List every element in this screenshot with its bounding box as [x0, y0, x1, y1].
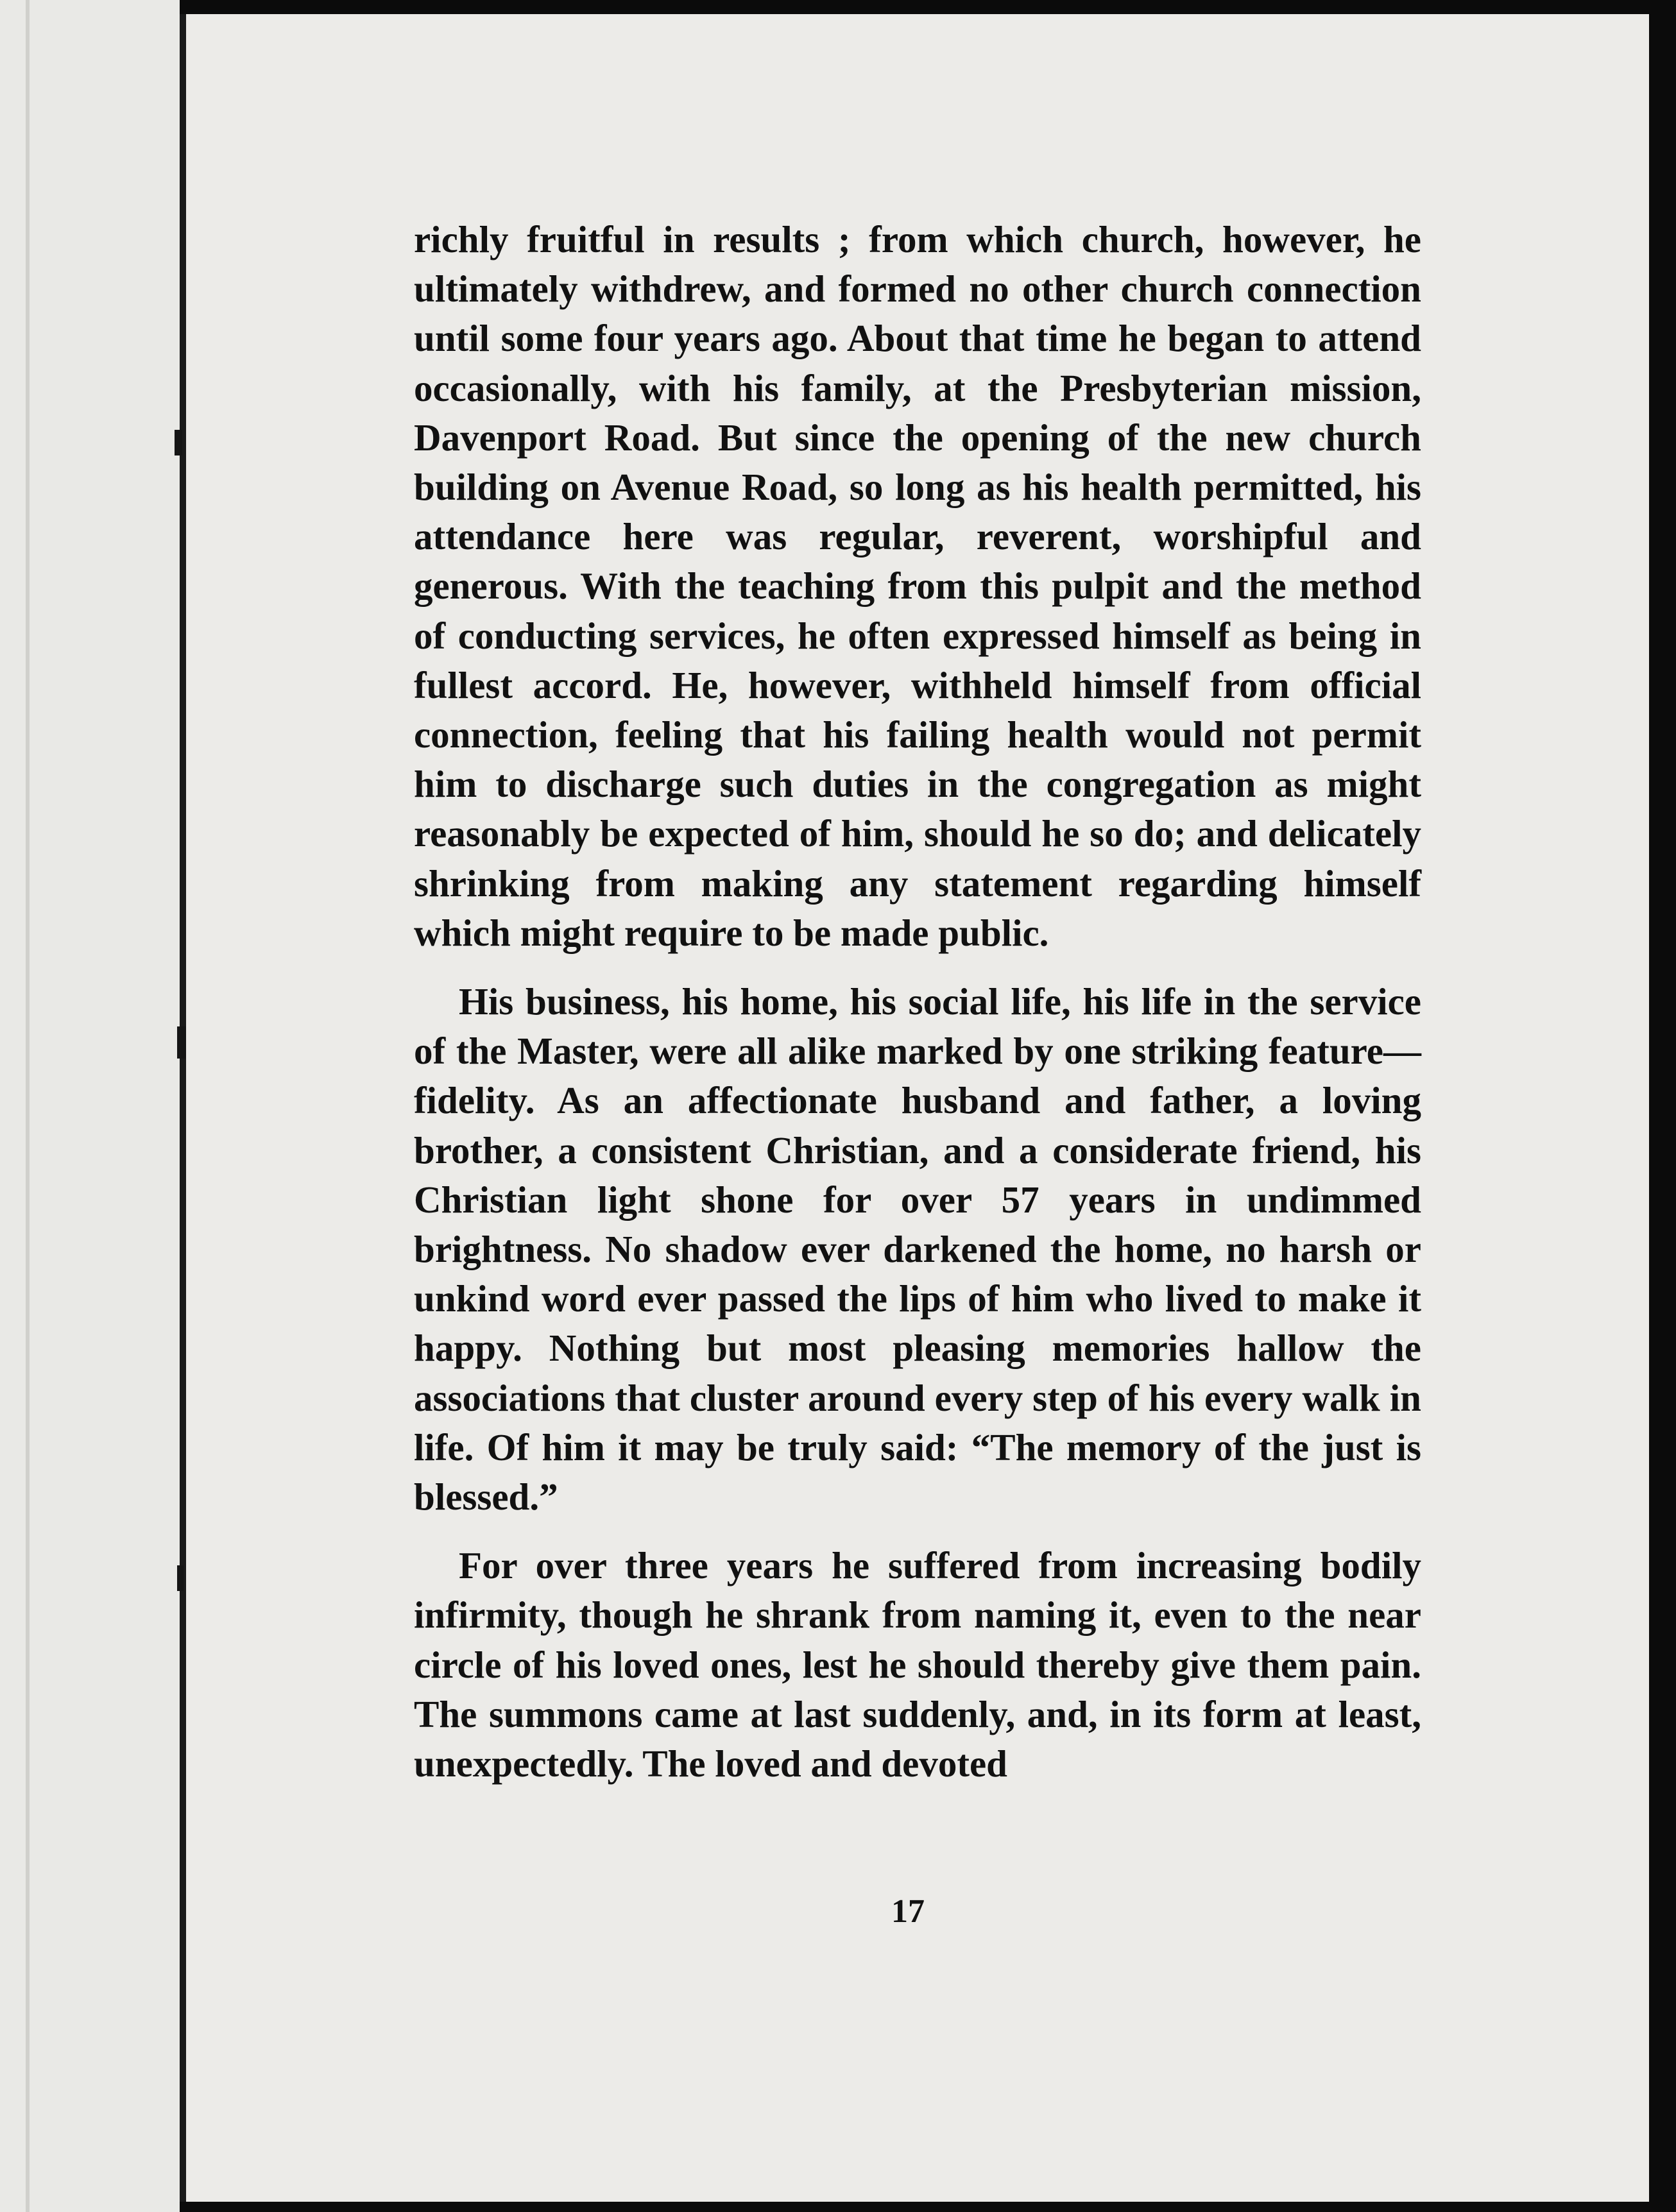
body-text	[414, 215, 1421, 1789]
margin-mark	[177, 1026, 186, 1059]
margin-mark	[175, 430, 182, 455]
paragraph-2: His business, his home, his social life, his life in the service of the Master, were all alike marked by one striking feature—fidelity. As an affectionate husband and father, a loving brother, a consistent Christian, and a considerate friend, his Christian light shone for over 57 years in undimmed brightness. No shadow ever darkened the home, no harsh or unkind word ever passed the lips of him who lived to make it happy. Nothing but most pleasing memories hallow the associations that cluster around every step of his every walk in life. Of him it may be truly said: “The memory of the just is blessed.”	[414, 980, 1421, 1519]
paragraph-3: For over three years he suffered from increasing bodily infirmity, though he shrank from naming it, even to the near circle of his loved ones, lest he should thereby give them pain. The summons came at last suddenly, and, in its form at least, unexpectedly. The loved and devoted	[414, 1544, 1421, 1785]
margin-mark	[177, 1565, 184, 1591]
paragraph-1: richly fruitful in results ; from which church, however, he ultimately withdrew, and formed no other church connection until some four years ago. About that time he began to attend occasionally, with his family, at the Presbyterian mission, Davenport Road. But since the opening of the new church building on Avenue Road, so long as his health permitted, his attendance here was regular, reverent, worshipful and generous. With the teaching from this pulpit and the method of conducting services, he often expressed himself as being in fullest accord. He, however, withheld himself from official connection, feeling that his failing health would not permit him to discharge such duties in the congregation as might reasonably be expected of him, should he so do; and delicately shrinking from making any statement regarding himself which might require to be made public.	[414, 218, 1421, 954]
left-page-edge	[0, 0, 180, 2212]
gutter-line	[26, 0, 30, 2212]
page-number: 17	[891, 1893, 925, 1930]
right-page-edge	[1649, 0, 1676, 2212]
